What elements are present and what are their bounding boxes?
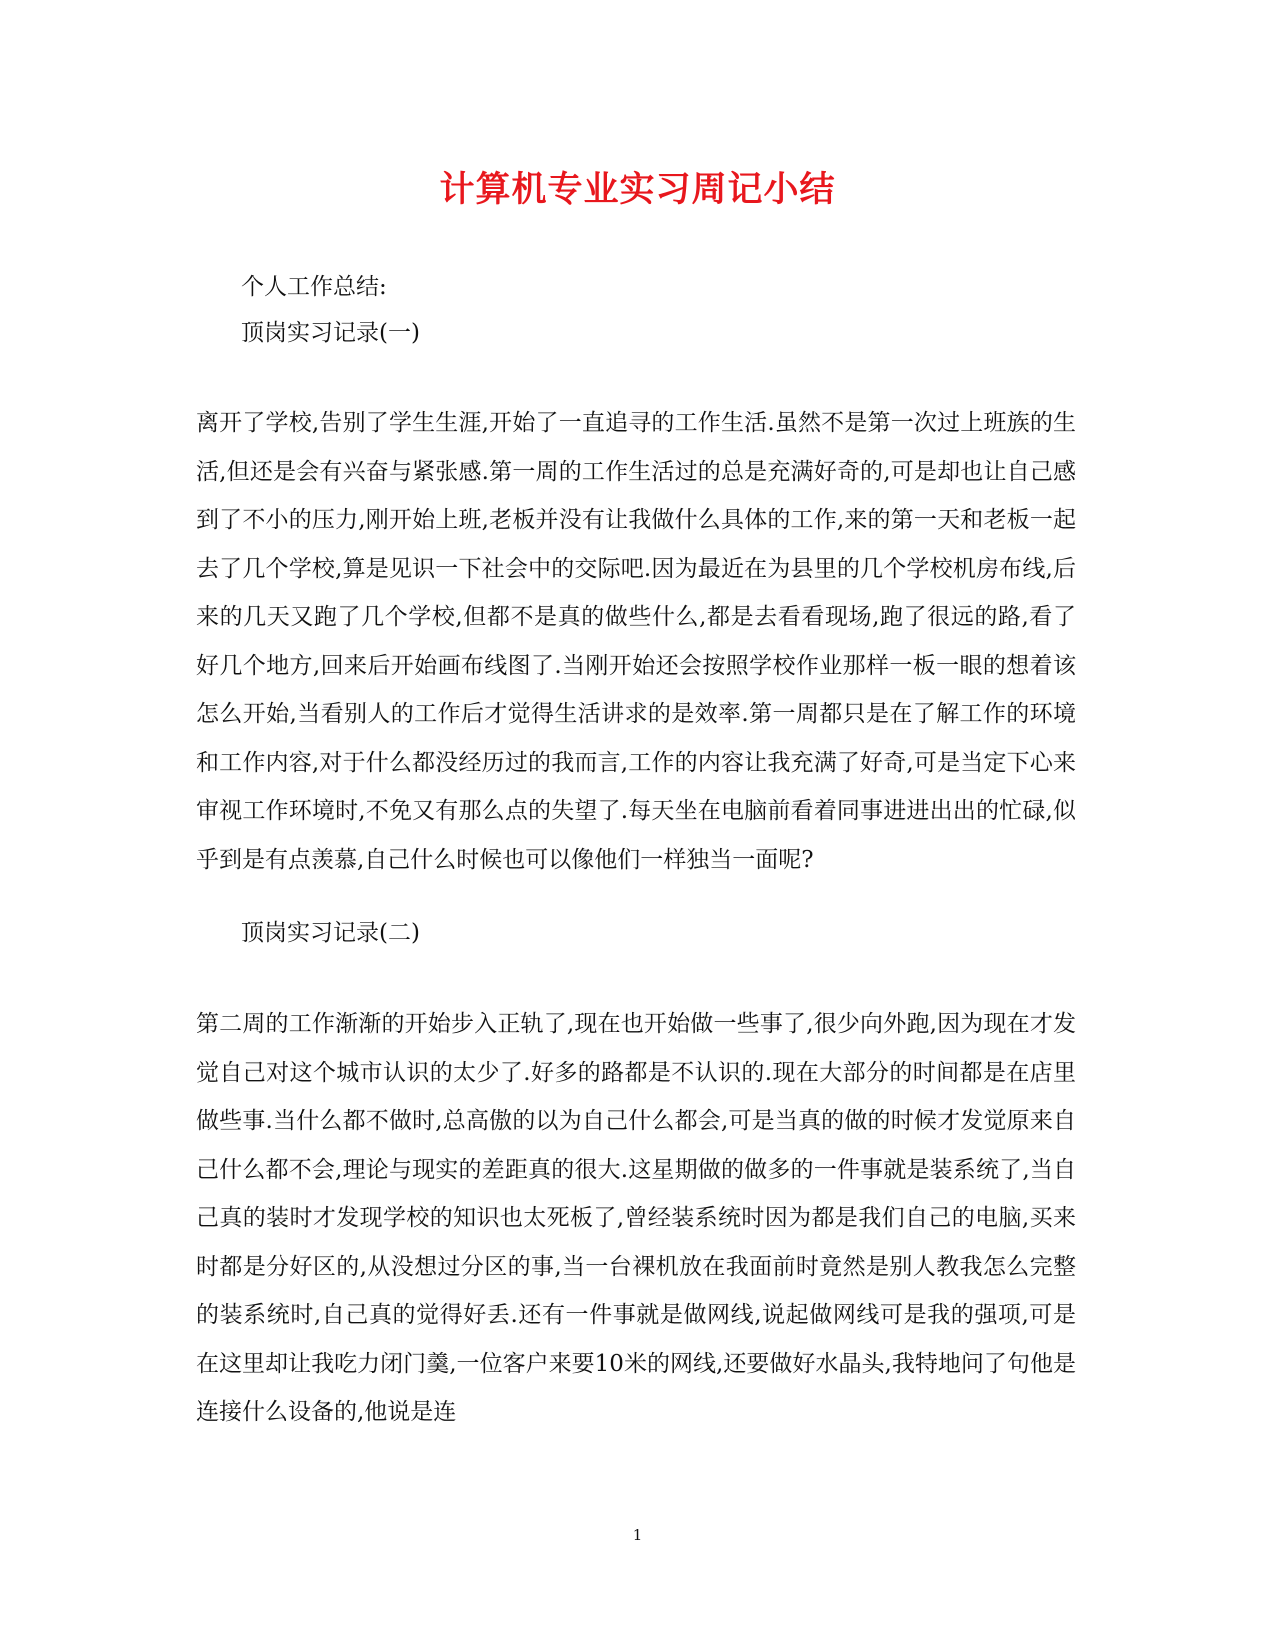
- document-title: 计算机专业实习周记小结: [439, 169, 836, 210]
- section-body-2: 第二周的工作渐渐的开始步入正轨了,现在也开始做一些事了,很少向外跑,因为现在才发觉自己对这个城市认识的太少了.好多的路都是不认识的.现在大部分的时间都是在店里做些事.当什么都不做时,总高傲的以为自己什么都会,可是当真的做的时候才发觉原来自己什么都不会,理论与现实的差距真的很大.这星期做的做多的一件事就是装系统了,当自己真的装时才发现学校的知识也太死板了,曾经装系统时因为都是我们自己的电脑,买来时都是分好区的,从没想过分区的事,当一台裸机放在我面前时竟然是别人教我怎么完整的装系统时,自己真的觉得好丢.还有一件事就是做网线,说起做网线可是我的强项,可是在这里却让我吃力闭门羹,一位客户来要10米的网线,还要做好水晶头,我特地问了句他是连接什么设备的,他说是连: [196, 1011, 1076, 1425]
- intro-label: 个人工作总结:: [241, 274, 387, 300]
- section-body-1: 离开了学校,告别了学生生涯,开始了一直追寻的工作生活.虽然不是第一次过上班族的生活,但还是会有兴奋与紧张感.第一周的工作生活过的总是充满好奇的,可是却也让自己感到了不小的压力,刚开始上班,老板并没有让我做什么具体的工作,来的第一天和老板一起去了几个学校,算是见识一下社会中的交际吧.因为最近在为县里的几个学校机房布线,后来的几天又跑了几个学校,但都不是真的做些什么,都是去看看现场,跑了很远的路,看了好几个地方,回来后开始画布线图了.当刚开始还会按照学校作业那样一板一眼的想着该怎么开始,当看别人的工作后才觉得生活讲求的是效率.第一周都只是在了解工作的环境和工作内容,对于什么都没经历过的我而言,工作的内容让我充满了好奇,可是当定下心来审视工作环境时,不免又有那么点的失望了.每天坐在电脑前看着同事进进出出的忙碌,似乎到是有点羡慕,自己什么时候也可以像他们一样独当一面呢?: [196, 410, 1076, 873]
- page-number: 1: [632, 1526, 643, 1544]
- section-heading-2: 顶岗实习记录(二): [241, 920, 420, 946]
- section-heading-1: 顶岗实习记录(一): [241, 320, 420, 346]
